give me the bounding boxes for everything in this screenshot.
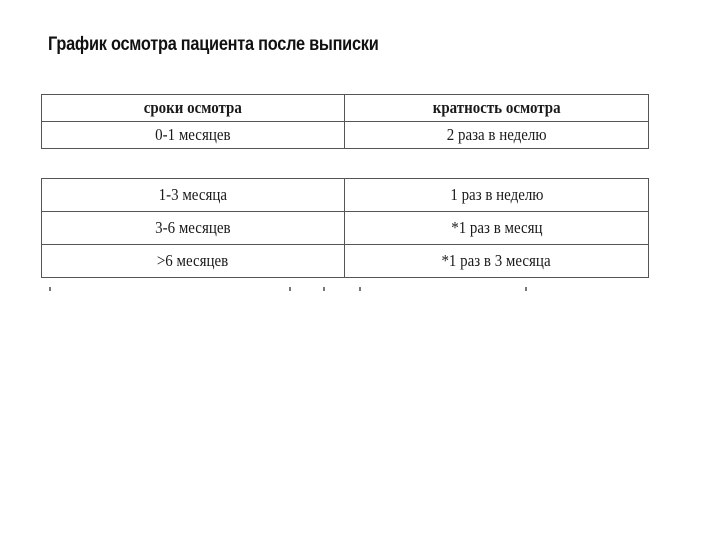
- cell-frequency-text: *1 раз в месяц: [450, 218, 543, 237]
- schedule-table-body: [41, 178, 649, 278]
- table-header-row: [42, 95, 649, 122]
- schedule-table-header: [41, 94, 649, 149]
- table-row: [42, 179, 649, 212]
- table-row: [42, 212, 649, 245]
- text-fragment: [359, 287, 361, 291]
- header-frequency-text: кратность осмотра: [432, 98, 561, 117]
- header-period-text: сроки осмотра: [143, 98, 243, 117]
- document-title: График осмотра пациента после выписки: [48, 34, 379, 55]
- cell-period: [42, 122, 345, 149]
- table-row: [42, 245, 649, 278]
- cell-frequency: [345, 245, 649, 278]
- cell-period: [42, 179, 345, 212]
- cell-period: [42, 245, 345, 278]
- cell-frequency-text: 1 раз в неделю: [449, 185, 544, 204]
- cell-frequency-text: 2 раза в неделю: [446, 125, 547, 144]
- cell-period-text: 1-3 месяца: [158, 185, 228, 204]
- table-row: [42, 122, 649, 149]
- cell-frequency-text: *1 раз в 3 месяца: [441, 251, 552, 270]
- cell-frequency: [345, 212, 649, 245]
- cell-frequency: [345, 179, 649, 212]
- text-fragment: [323, 287, 325, 291]
- cropped-text-fragments: [41, 287, 649, 293]
- header-period: [42, 95, 345, 122]
- cell-period-text: 3-6 месяцев: [155, 218, 231, 237]
- text-fragment: [289, 287, 291, 291]
- cell-period-text: >6 месяцев: [157, 251, 229, 270]
- text-fragment: [525, 287, 527, 291]
- cell-period: [42, 212, 345, 245]
- cell-frequency: [345, 122, 649, 149]
- cell-period-text: 0-1 месяцев: [155, 125, 231, 144]
- header-frequency: [345, 95, 649, 122]
- text-fragment: [49, 287, 51, 291]
